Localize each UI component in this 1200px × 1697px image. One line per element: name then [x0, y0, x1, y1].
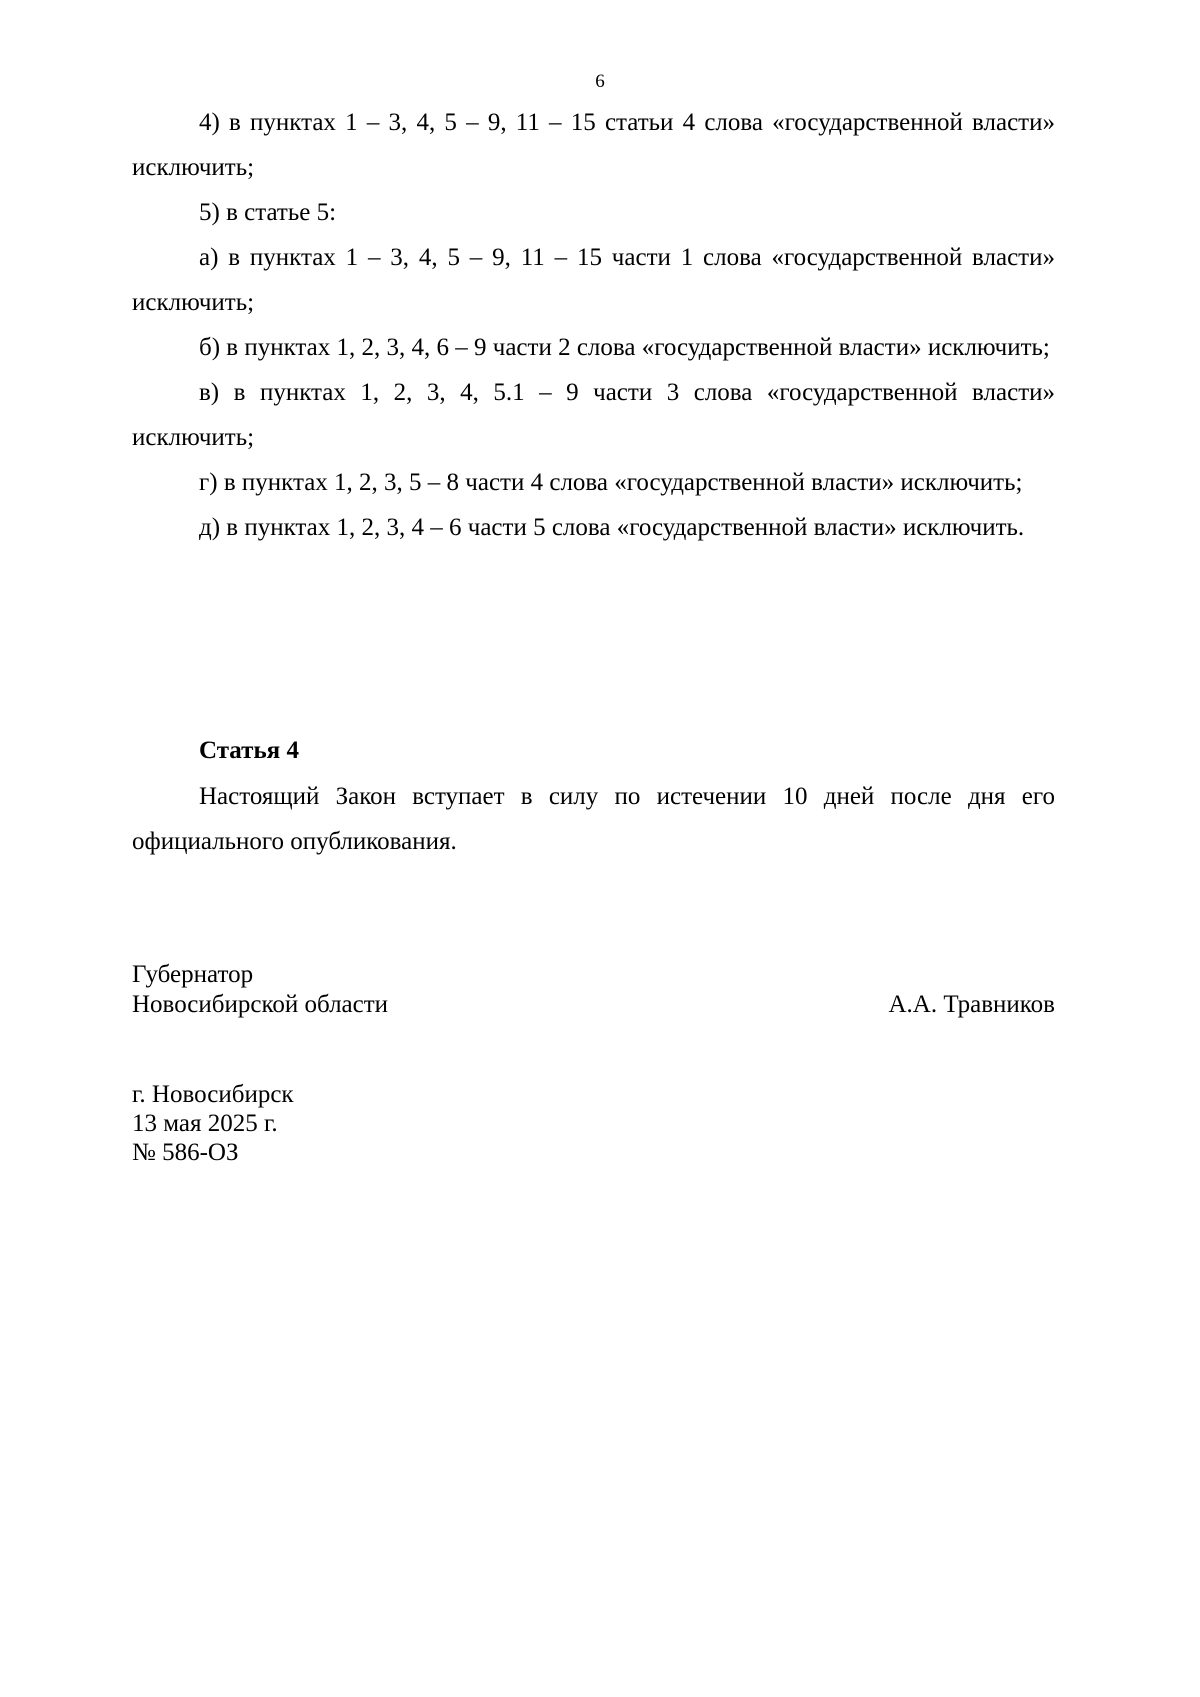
- law-number: № 586-ОЗ: [132, 1139, 239, 1166]
- signatory-title: Губернатор: [132, 961, 254, 988]
- amendments-list: [132, 100, 1055, 550]
- amendment-subitem-g: г) в пунктах 1, 2, 3, 5 – 8 части 4 слова «государственной власти» исключить;: [199, 469, 1023, 496]
- signatory-region: Новосибирской области: [132, 991, 389, 1018]
- amendment-subitem-a: а) в пунктах 1 – 3, 4, 5 – 9, 11 – 15 части 1 слова «государственной власти» исключить;: [132, 244, 1055, 316]
- signature-block: [132, 960, 1055, 1020]
- amendment-subitem-v: в) в пунктах 1, 2, 3, 4, 5.1 – 9 части 3 слова «государственной власти» исключить;: [132, 379, 1055, 451]
- signatory-name: А.А. Травников: [888, 991, 1055, 1018]
- article-text: Настоящий Закон вступает в силу по истечении 10 дней после дня его официального опубликования.: [132, 783, 1055, 855]
- city: г. Новосибирск: [132, 1081, 294, 1108]
- place-date-block: [132, 1080, 294, 1167]
- page-number: 6: [595, 71, 605, 92]
- article-body: [132, 774, 1055, 864]
- amendment-item-4: 4) в пунктах 1 – 3, 4, 5 – 9, 11 – 15 статьи 4 слова «государственной власти» исключить;: [132, 109, 1055, 181]
- amendment-subitem-b: б) в пунктах 1, 2, 3, 4, 6 – 9 части 2 слова «государственной власти» исключить;: [199, 334, 1050, 361]
- article-heading: Статья 4: [199, 737, 299, 764]
- amendment-item-5: 5) в статье 5:: [199, 199, 337, 226]
- date: 13 мая 2025 г.: [132, 1110, 278, 1137]
- amendment-subitem-d: д) в пунктах 1, 2, 3, 4 – 6 части 5 слова «государственной власти» исключить.: [199, 514, 1025, 541]
